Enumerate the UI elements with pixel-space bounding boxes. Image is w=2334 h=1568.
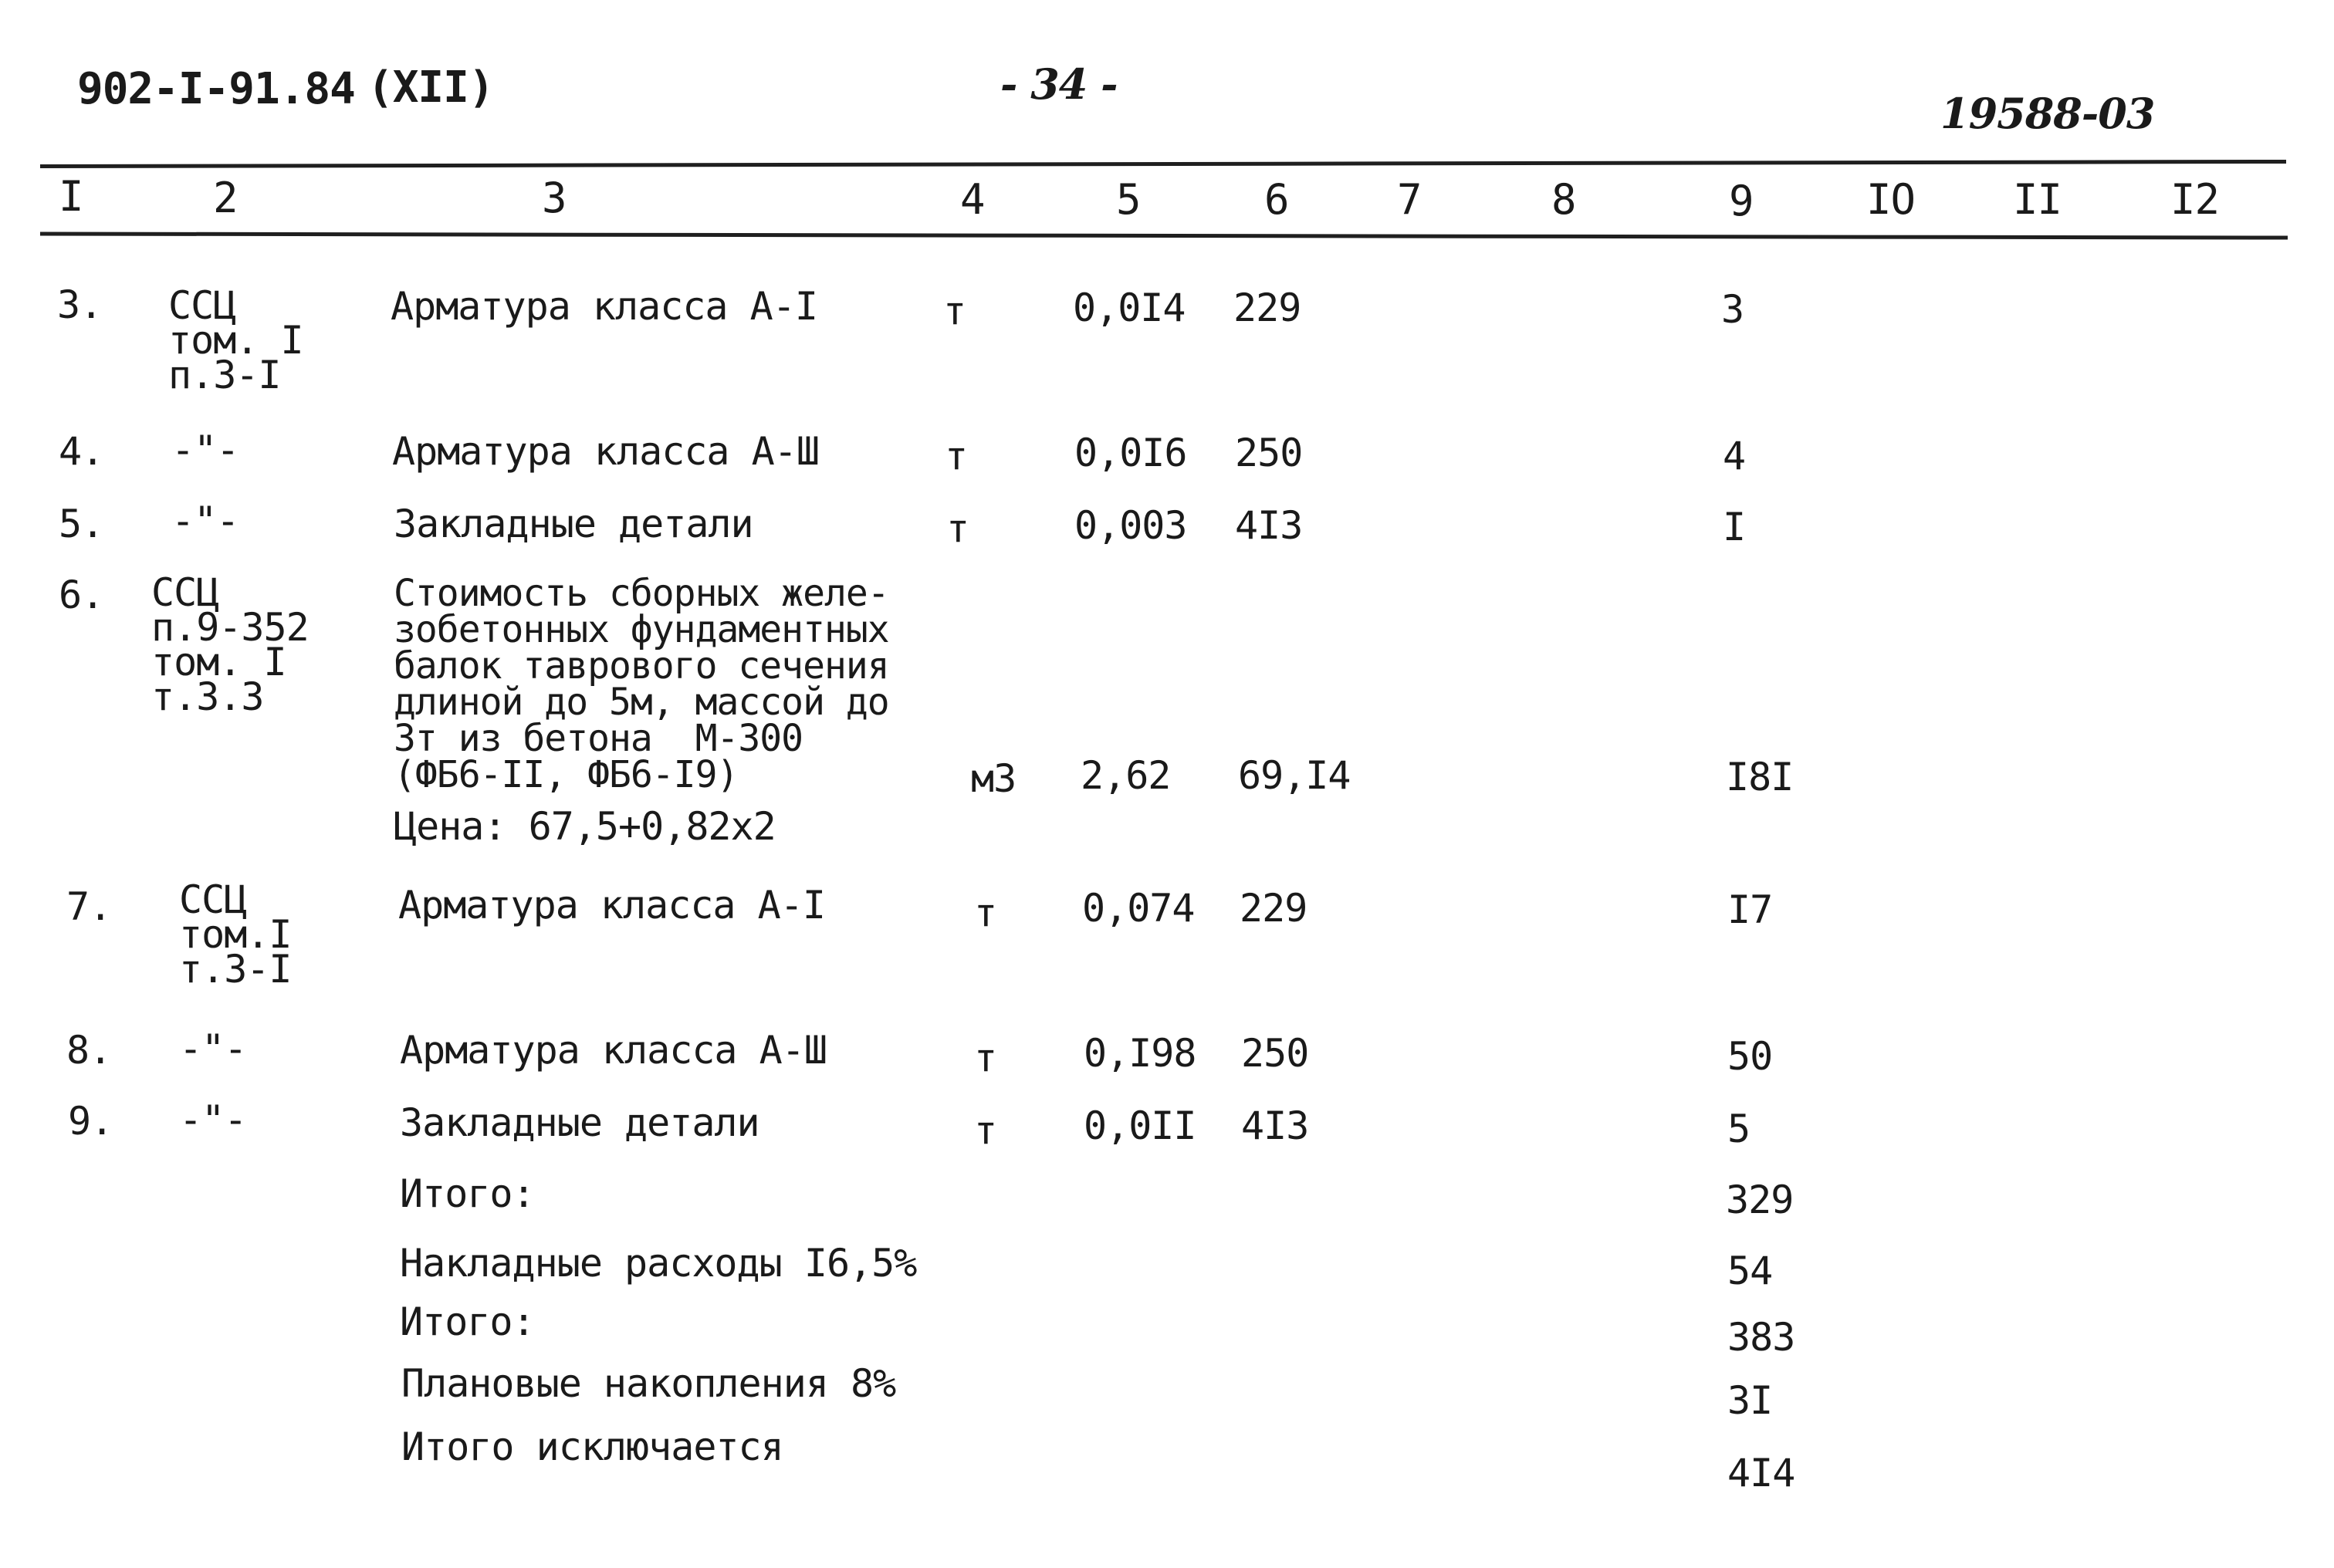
row-9-quantity: 0,0II <box>1084 1103 1196 1148</box>
overhead-value: 54 <box>1727 1249 1773 1293</box>
column-number-2: 2 <box>213 174 238 222</box>
row-9-price: 4I3 <box>1241 1103 1309 1148</box>
row-4-description: Арматура класса А-Ш <box>392 429 819 474</box>
subtotal-2-value: 383 <box>1727 1315 1795 1360</box>
row-5-unit: т <box>946 506 969 551</box>
subtotal-2-label: Итого: <box>400 1299 535 1344</box>
row-9-description: Закладные детали <box>400 1100 759 1145</box>
row-3-reference: ССЦ том. I п.3-I <box>168 283 303 397</box>
row-8-number: 8. <box>66 1028 112 1073</box>
column-number-1: I <box>59 172 83 221</box>
subtotal-label: Итого: <box>400 1171 535 1216</box>
row-8-description: Арматура класса А-Ш <box>400 1028 827 1073</box>
row-7-reference: ССЦ том.I т.3-I <box>179 877 292 992</box>
row-8-quantity: 0,I98 <box>1084 1031 1196 1076</box>
column-number-12: I2 <box>2170 175 2220 224</box>
column-number-4: 4 <box>960 175 985 224</box>
row-7-price: 229 <box>1240 886 1307 931</box>
column-number-10: IO <box>1866 175 1916 224</box>
row-6-quantity: 2,62 <box>1081 753 1171 798</box>
overhead-label: Накладные расходы I6,5% <box>400 1241 917 1286</box>
column-number-3: 3 <box>542 174 567 222</box>
column-number-11: II <box>2013 175 2062 224</box>
column-number-6: 6 <box>1264 175 1289 224</box>
row-3-number: 3. <box>57 282 103 327</box>
column-number-9: 9 <box>1729 177 1754 225</box>
row-6-reference: ССЦ п.9-352 том. I т.3.3 <box>151 570 309 719</box>
row-8-total: 50 <box>1727 1034 1773 1079</box>
column-number-5: 5 <box>1116 175 1141 224</box>
row-7-number: 7. <box>66 884 112 929</box>
column-number-8: 8 <box>1551 175 1576 224</box>
row-4-quantity: 0,0I6 <box>1074 431 1187 475</box>
row-3-price: 229 <box>1233 286 1301 330</box>
row-4-reference: -"- <box>171 427 239 472</box>
row-6-price-note: Цена: 67,5+0,82х2 <box>394 804 776 849</box>
row-4-unit: т <box>945 434 968 478</box>
row-3-total: 3 <box>1721 287 1744 332</box>
row-5-quantity: 0,003 <box>1074 503 1187 548</box>
page-number: - 34 - <box>1000 59 1118 109</box>
planned-savings-value: 3I <box>1727 1378 1773 1423</box>
section-number: (XII) <box>367 63 494 113</box>
row-5-number: 5. <box>59 502 104 546</box>
header-bottom-rule <box>40 231 2288 239</box>
row-3-unit: т <box>943 289 966 333</box>
archive-number: 19588-03 <box>1940 89 2155 138</box>
row-7-quantity: 0,074 <box>1082 886 1195 931</box>
document-code: 902-I-91.84 <box>77 64 355 114</box>
planned-savings-label: Плановые накопления 8% <box>401 1361 896 1406</box>
header-top-rule <box>40 160 2286 168</box>
total-excluded-label: Итого исключается <box>401 1424 783 1469</box>
row-9-unit: т <box>974 1108 997 1153</box>
row-8-reference: -"- <box>179 1026 247 1071</box>
row-9-number: 9. <box>68 1099 113 1144</box>
row-7-unit: т <box>974 890 997 935</box>
row-4-price: 250 <box>1235 431 1303 475</box>
row-5-description: Закладные детали <box>394 502 753 546</box>
row-9-reference: -"- <box>179 1097 247 1142</box>
row-5-price: 4I3 <box>1235 503 1303 548</box>
row-4-total: 4 <box>1723 434 1746 478</box>
row-6-price: 69,I4 <box>1238 753 1351 798</box>
row-4-number: 4. <box>59 429 104 474</box>
row-6-unit: м3 <box>971 756 1016 801</box>
row-6-number: 6. <box>59 573 104 617</box>
row-8-unit: т <box>974 1036 997 1080</box>
row-7-description: Арматура класса А-I <box>398 883 825 928</box>
row-7-total: I7 <box>1727 887 1773 932</box>
row-5-reference: -"- <box>171 498 239 543</box>
row-6-total: I8I <box>1726 755 1794 799</box>
row-3-description: Арматура класса А-I <box>391 284 817 329</box>
column-number-7: 7 <box>1397 175 1422 224</box>
total-excluded-value: 4I4 <box>1727 1451 1795 1495</box>
subtotal-value: 329 <box>1726 1178 1794 1222</box>
row-9-total: 5 <box>1727 1107 1750 1151</box>
row-6-description: Стоимость сборных желе- зобетонных фундаментных балок таврового сечения длиной до 5м, массой до 3т из бетона М-300 (ФБ6-II, ФБ6-I9) <box>394 572 889 797</box>
row-5-total: I <box>1723 505 1746 549</box>
row-8-price: 250 <box>1241 1031 1309 1076</box>
row-3-quantity: 0,0I4 <box>1073 286 1186 330</box>
